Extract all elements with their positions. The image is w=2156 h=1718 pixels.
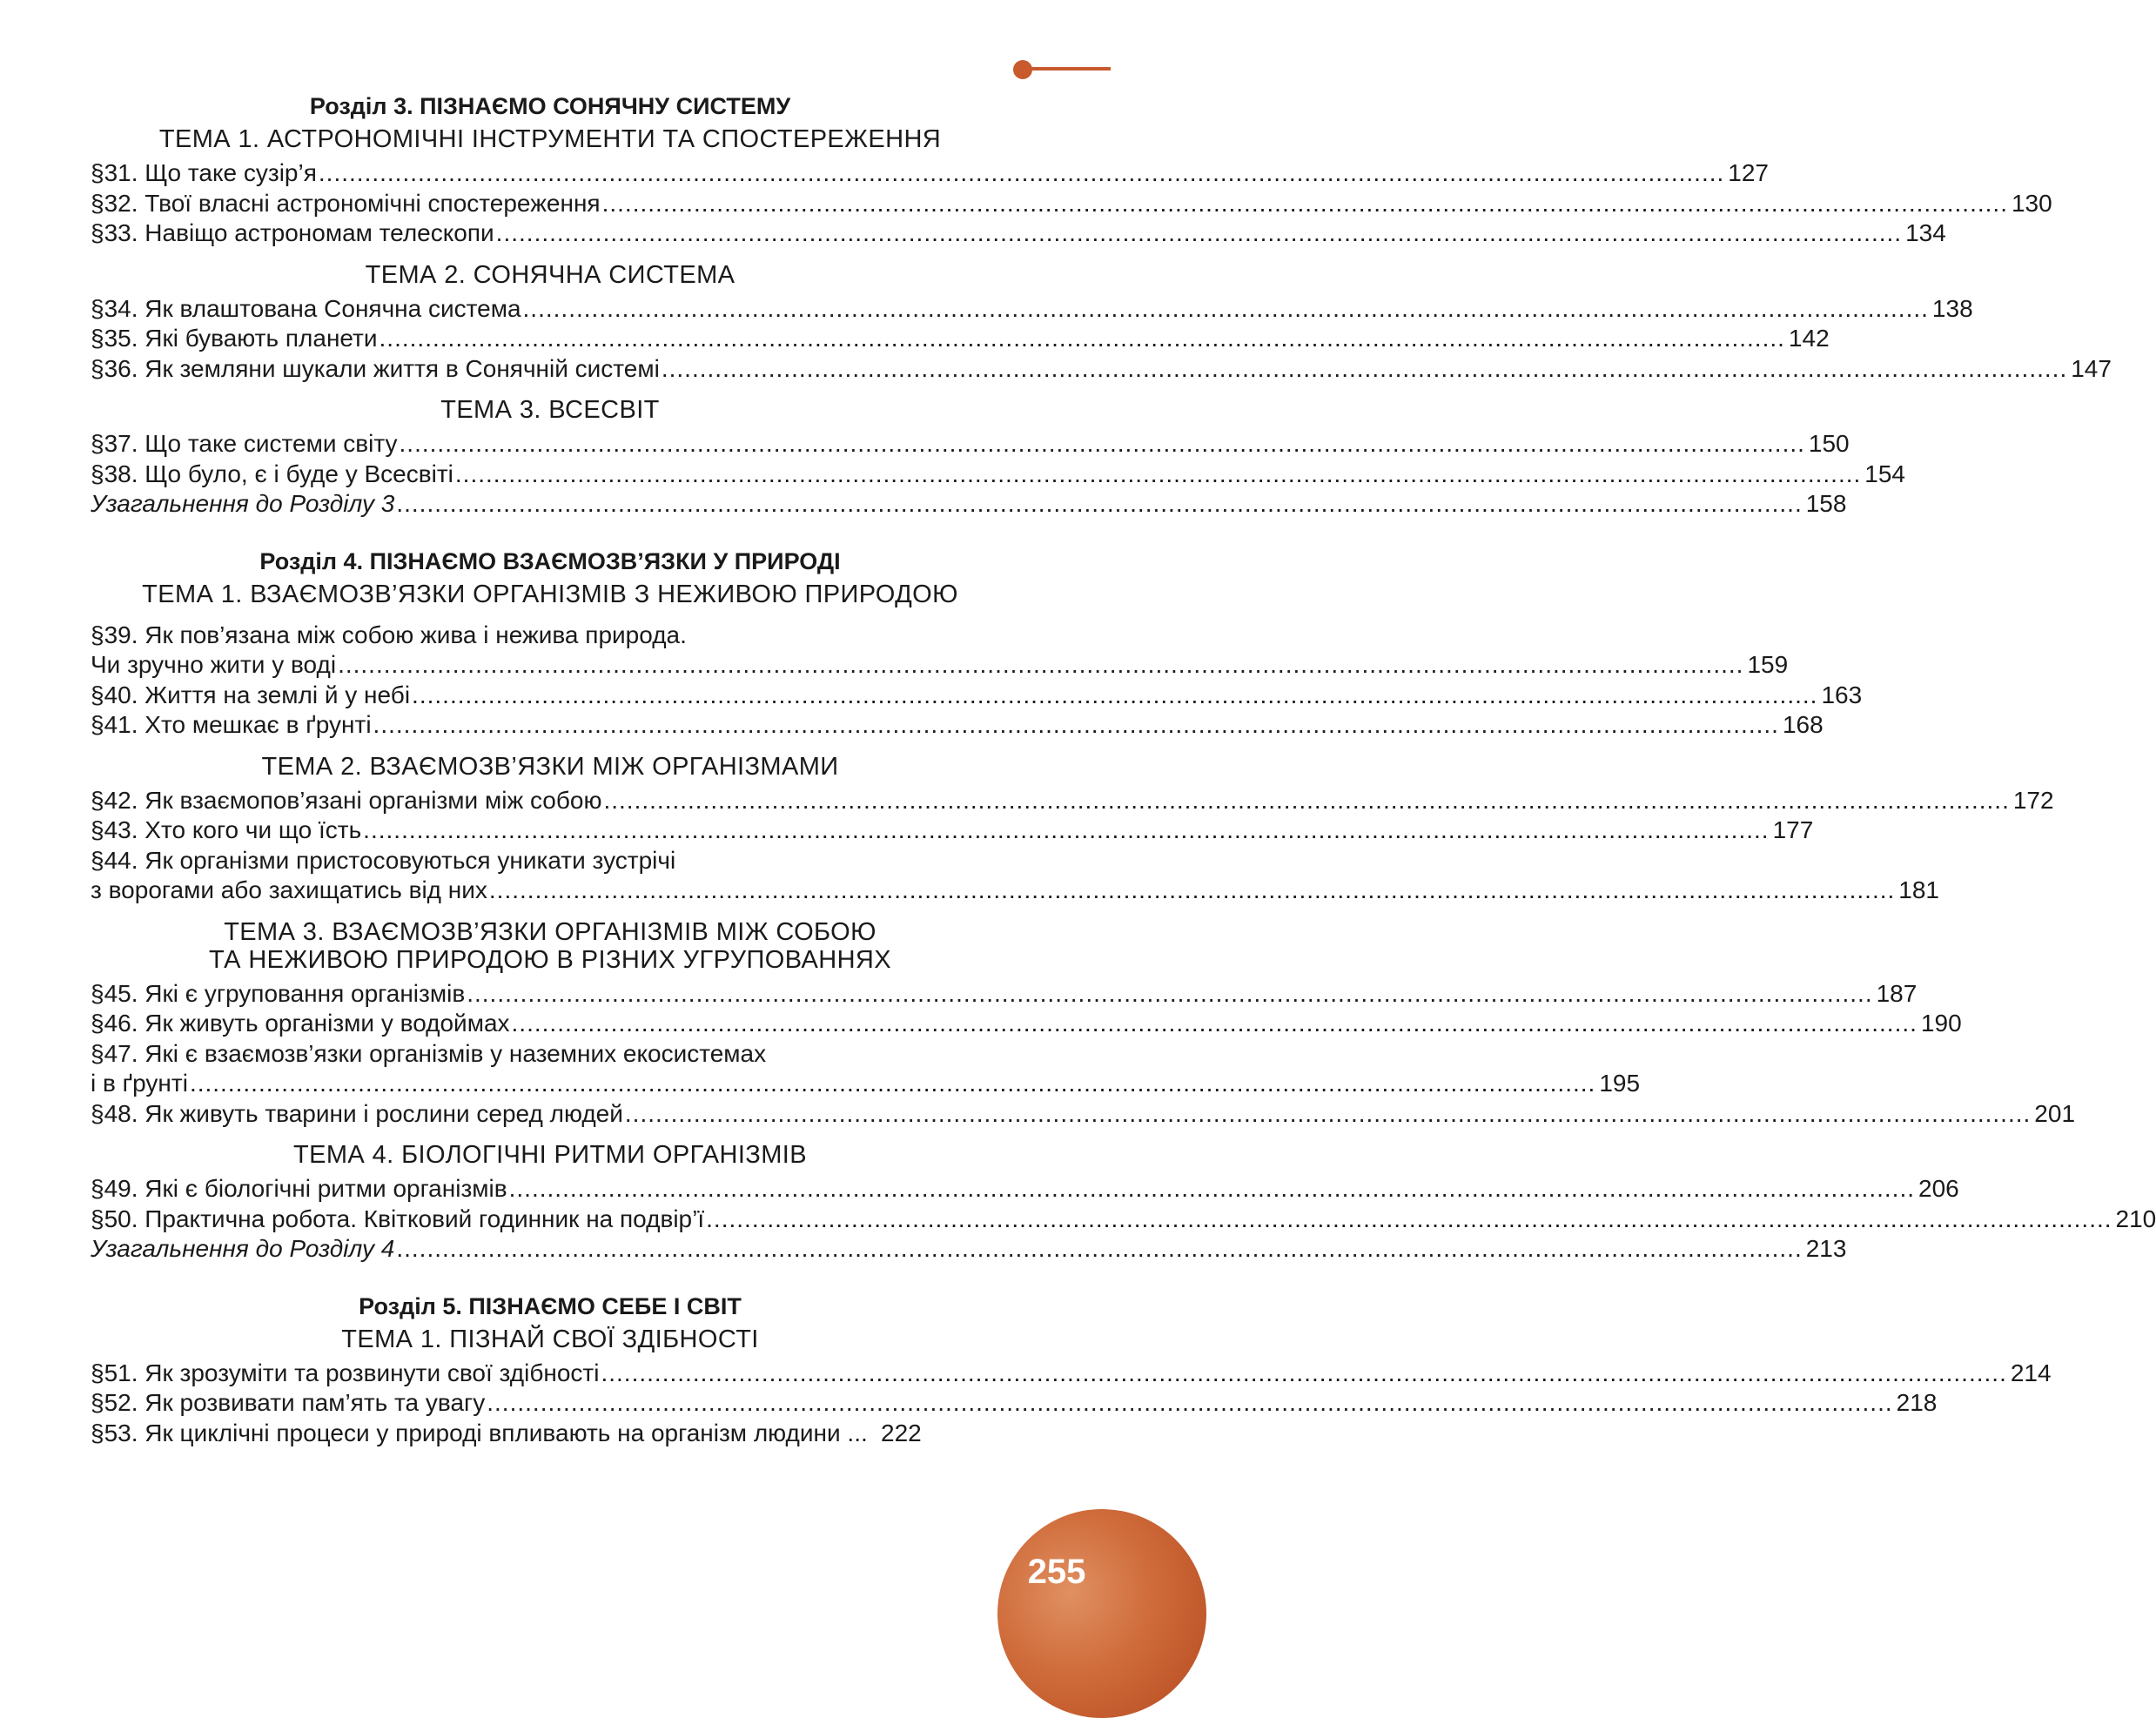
- topic-title: ТЕМА 2. ВЗАЄМОЗВ’ЯЗКИ МІЖ ОРГАНІЗМАМИ: [261, 752, 839, 781]
- leader-dots: ........................................................................................................................................................................................: [706, 1205, 2112, 1232]
- topic-title: ТЕМА 1. ВЗАЄМОЗВ’ЯЗКИ ОРГАНІЗМІВ З НЕЖИВОЮ ПРИРОДОЮ: [142, 580, 958, 608]
- entry-text: §52. Як розвивати пам’ять та увагу: [91, 1389, 486, 1416]
- page-number: 206: [1918, 1175, 1959, 1202]
- entry-text: Узагальнення до Розділу 4: [91, 1235, 395, 1262]
- leader-dots: ........................................................................................................................................................................................: [508, 1175, 1916, 1202]
- toc-entry-summary[interactable]: [91, 1234, 1847, 1265]
- topic-title: ТЕМА 3. ВЗАЄМОЗВ’ЯЗКИ ОРГАНІЗМІВ МІЖ СОБОЮ: [224, 917, 877, 946]
- entry-text: Чи зручно жити у воді: [91, 651, 337, 678]
- decorative-dot: [1013, 60, 1032, 79]
- topic-title: ТЕМА 1. АСТРОНОМІЧНІ ІНСТРУМЕНТИ ТА СПОСТЕРЕЖЕННЯ: [158, 125, 942, 153]
- toc-entry[interactable]: [91, 979, 1918, 1010]
- entry-text: §48. Як живуть тварини і рослини серед людей: [91, 1099, 623, 1127]
- toc-entry[interactable]: [91, 294, 1973, 325]
- toc-entry[interactable]: [91, 429, 1850, 460]
- toc-entry[interactable]: [91, 1205, 2156, 1235]
- leader-dots: ........................................................................................................................................................................................: [338, 651, 1744, 678]
- entry-text: §34. Як влаштована Сонячна система: [91, 294, 521, 322]
- page-number: 158: [1805, 490, 1847, 517]
- leader-dots: ........................................................................................................................................................................................: [661, 354, 2068, 382]
- entry-text: §46. Як живуть організми у водоймах: [91, 1010, 510, 1037]
- page-number-badge: [997, 1509, 1206, 1718]
- page-number: 138: [1931, 294, 1973, 322]
- toc-entry[interactable]: [91, 1174, 1959, 1205]
- toc-entry[interactable]: [91, 815, 1814, 846]
- toc-entry[interactable]: [91, 681, 1863, 711]
- toc-entry[interactable]: [91, 324, 1830, 354]
- leader-dots: ........................................................................................................................................................................................: [379, 325, 1785, 352]
- page-number-label: 255: [1027, 1553, 1086, 1591]
- leader-dots: ........................................................................................................................................................................................: [396, 490, 1803, 517]
- topic-title: ТЕМА 1. ПІЗНАЙ СВОЇ ЗДІБНОСТІ: [341, 1325, 759, 1353]
- page-number: 181: [1898, 876, 1939, 903]
- topic-title: ТЕМА 2. СОНЯЧНА СИСТЕМА: [365, 260, 735, 289]
- leader-dots: ........................................................................................................................................................................................: [511, 1010, 1918, 1037]
- toc-entry[interactable]: [91, 1388, 1938, 1419]
- entry-text-line: §44. Як організми пристосовуються уникати зустрічі: [91, 846, 676, 874]
- page-number: 142: [1788, 325, 1830, 352]
- leader-dots: ........................................................................................................................................................................................: [412, 681, 1818, 708]
- entry-text: §45. Які є угруповання організмів: [91, 979, 466, 1007]
- page-number: 159: [1747, 651, 1789, 678]
- leader-dots: ........................................................................................................................................................................................: [399, 430, 1805, 457]
- page-number: 213: [1805, 1235, 1847, 1262]
- page-number: 172: [2012, 786, 2054, 814]
- entry-text: §37. Що таке системи світу: [91, 430, 398, 457]
- toc-entry[interactable]: [91, 1099, 2076, 1130]
- toc-entry[interactable]: [91, 189, 2052, 219]
- leader-dots: ........................................................................................................................................................................................: [601, 189, 2008, 217]
- leader-dots: ........................................................................................................................................................................................: [318, 159, 1725, 186]
- entry-text-line: §47. Які є взаємозв’язки організмів у наземних екосистемах: [91, 1039, 767, 1067]
- table-of-contents: [91, 91, 2156, 1448]
- page-number: 201: [2034, 1099, 2076, 1127]
- leader-dots: ........................................................................................................................................................................................: [624, 1099, 2032, 1127]
- leader-dots: ........................................................................................................................................................................................: [189, 1070, 1596, 1097]
- toc-entry[interactable]: [91, 876, 1939, 906]
- leader-dots: ........................................................................................................................................................................................: [363, 816, 1770, 843]
- toc-entry[interactable]: [91, 650, 1789, 681]
- toc-entry[interactable]: [91, 1009, 1962, 1039]
- entry-text: §49. Які є біологічні ритми організмів: [91, 1175, 507, 1202]
- entry-text: Узагальнення до Розділу 3: [91, 490, 395, 517]
- page-number: 210: [2115, 1205, 2156, 1232]
- page-number: 168: [1782, 711, 1824, 738]
- toc-entry[interactable]: [91, 218, 1946, 249]
- leader-dots: ........................................................................................................................................................................................: [522, 294, 1929, 322]
- entry-text: §35. Які бувають планети: [91, 325, 378, 352]
- section-title: Розділ 4. ПІЗНАЄМО ВЗАЄМОЗВ’ЯЗКИ У ПРИРОДІ: [259, 547, 841, 574]
- toc-entry[interactable]: [91, 460, 1905, 490]
- entry-text: §40. Життя на землі й у небі: [91, 681, 411, 708]
- entry-text: §31. Що таке сузір’я: [91, 159, 317, 186]
- toc-entry[interactable]: [91, 354, 2112, 385]
- entry-text: §51. Як зрозуміти та розвинути свої здібності: [91, 1359, 600, 1386]
- leader-dots: ........................................................................................................................................................................................: [488, 876, 1896, 903]
- entry-text: з ворогами або захищатись від них: [91, 876, 487, 903]
- page-number: 177: [1772, 816, 1814, 843]
- leader-dots: ........................................................................................................................................................................................: [373, 711, 1779, 738]
- decorative-line: [1024, 67, 1111, 70]
- leader-dots: ........................................................................................................................................................................................: [601, 1359, 2007, 1386]
- entry-text: §42. Як взаємопов’язані організми між собою: [91, 786, 602, 814]
- leader-dots: ........................................................................................................................................................................................: [603, 786, 2010, 814]
- page-number: 187: [1876, 979, 1918, 1007]
- entry-text: §50. Практична робота. Квітковий годинник на подвір’ї: [91, 1205, 705, 1232]
- topic-title: ТЕМА 3. ВСЕСВІТ: [440, 396, 660, 424]
- topic-title: ТЕМА 4. БІОЛОГІЧНІ РИТМИ ОРГАНІЗМІВ: [293, 1141, 807, 1169]
- toc-entry[interactable]: [91, 786, 2054, 816]
- entry-text: §43. Хто кого чи що їсть: [91, 816, 362, 843]
- page-number: 195: [1599, 1070, 1641, 1097]
- page-number: 127: [1728, 159, 1769, 186]
- leader-dots: ........................................................................................................................................................................................: [454, 460, 1862, 487]
- page-number: 218: [1896, 1389, 1938, 1416]
- toc-entry[interactable]: [91, 1359, 2052, 1389]
- leader-dots: ........................................................................................................................................................................................: [467, 979, 1873, 1007]
- page-number: 150: [1808, 430, 1850, 457]
- entry-text: §53. Як циклічні процеси у природі впливають на організм людини ...: [91, 1419, 868, 1446]
- page-number: 134: [1905, 219, 1946, 246]
- toc-entry[interactable]: [91, 1069, 1641, 1099]
- page-number: 163: [1821, 681, 1863, 708]
- leader-dots: ........................................................................................................................................................................................: [487, 1389, 1893, 1416]
- entry-text: §41. Хто мешкає в ґрунті: [91, 711, 372, 738]
- page-number: 130: [2011, 189, 2052, 217]
- entry-text: §36. Як земляни шукали життя в Сонячній системі: [91, 354, 660, 382]
- entry-text: §38. Що було, є і буде у Всесвіті: [91, 460, 453, 487]
- entry-text: §32. Твої власні астрономічні спостереження: [91, 189, 601, 217]
- toc-entry[interactable]: [91, 158, 1769, 189]
- entry-text: §33. Навіщо астрономам телескопи: [91, 219, 494, 246]
- section-title: Розділ 5. ПІЗНАЄМО СЕБЕ І СВІТ: [359, 1292, 742, 1319]
- page-number: 147: [2071, 354, 2112, 382]
- page-number: 214: [2010, 1359, 2052, 1386]
- leader-dots: ........................................................................................................................................................................................: [396, 1235, 1803, 1262]
- toc-entry-summary[interactable]: [91, 489, 1847, 520]
- toc-entry[interactable]: [91, 1419, 1010, 1449]
- topic-title-line2: ТА НЕЖИВОЮ ПРИРОДОЮ В РІЗНИХ УГРУПОВАННЯХ: [208, 945, 891, 974]
- entry-text-line: §39. Як пов’язана між собою жива і нежива природа.: [91, 621, 687, 648]
- leader-dots: ........................................................................................................................................................................................: [495, 219, 1903, 246]
- toc-entry[interactable]: [91, 710, 1824, 741]
- section-title: Розділ 3. ПІЗНАЄМО СОНЯЧНУ СИСТЕМУ: [309, 93, 791, 119]
- page-number: 190: [1920, 1010, 1962, 1037]
- page-number: 222: [881, 1419, 922, 1446]
- entry-text: і в ґрунті: [91, 1070, 188, 1097]
- page-number: 154: [1864, 460, 1905, 487]
